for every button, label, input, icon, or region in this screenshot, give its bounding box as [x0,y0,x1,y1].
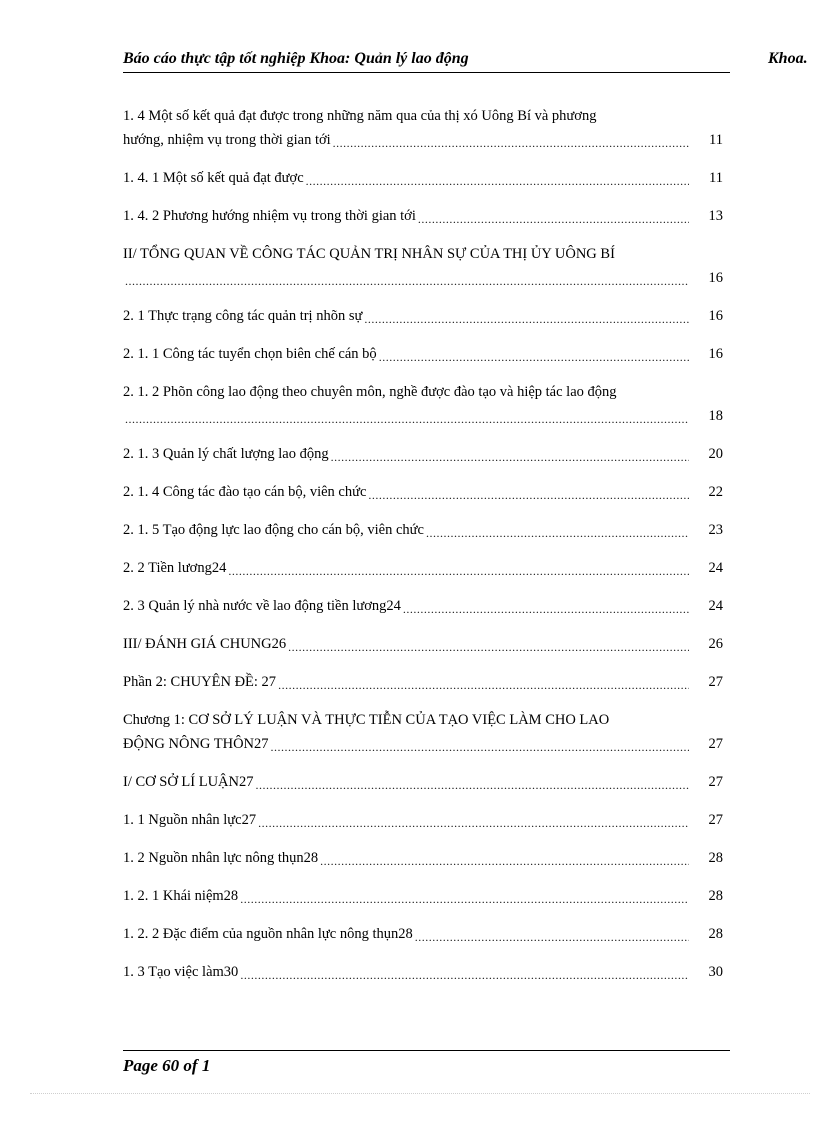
toc-entry[interactable] [123,808,723,832]
toc-spacer [123,908,723,922]
toc-entry[interactable] [123,518,723,542]
toc-entry[interactable] [123,884,723,908]
toc-page-number: 18 [708,408,723,424]
toc-leader-dots [256,776,690,794]
toc-spacer [123,504,723,518]
toc-entry-title-line: 1. 4 Một số kết quả đạt được trong những năm qua của thị xó Uông Bí và phương [123,108,597,124]
toc-leader-dots [331,448,689,466]
toc-spacer [123,152,723,166]
page-bottom-dotted-line [30,1093,810,1094]
toc-entry-title: 2. 1. 4 Công tác đào tạo cán bộ, viên chức [123,484,367,500]
toc-spacer [123,870,723,884]
toc-entry[interactable] [123,922,723,946]
toc-leader-dots [288,638,689,656]
toc-entry-title: 1. 2 Nguồn nhân lực nông thụn28 [123,850,319,866]
toc-page-number: 27 [708,674,723,690]
toc-page-number: 22 [708,484,723,500]
toc-spacer [123,656,723,670]
toc-page-number: 27 [708,812,723,828]
toc-spacer [123,580,723,594]
toc-page-number: 28 [708,850,723,866]
toc-leader-dots [320,852,689,870]
toc-page-number: 28 [708,888,723,904]
toc-entry-title: 1. 2. 2 Đặc điểm của nguồn nhân lực nông thụn28 [123,926,413,942]
header-right-text: Khoa. [768,50,808,67]
toc-spacer [123,832,723,846]
toc-entry[interactable] [123,770,723,794]
toc-leader-dots [240,966,689,984]
toc-spacer [123,366,723,380]
toc-leader-dots [278,676,689,694]
toc-entry-title: 2. 3 Quản lý nhà nước về lao động tiền lương24 [123,598,401,614]
toc-entry[interactable] [123,342,723,366]
toc-spacer [123,946,723,960]
footer-divider [123,1050,730,1051]
toc-page-number: 23 [708,522,723,538]
toc-page-number: 16 [708,308,723,324]
toc-page-number: 13 [708,208,723,224]
toc-entry[interactable] [123,442,723,466]
toc-page-number: 30 [708,964,723,980]
toc-entry[interactable] [123,670,723,694]
toc-leader-dots [368,486,689,504]
toc-entry-title: hướng, nhiệm vụ trong thời gian tới [123,132,331,148]
toc-entry[interactable] [123,556,723,580]
toc-page-number: 27 [708,774,723,790]
toc-leader-dots [364,310,689,328]
toc-spacer [123,466,723,480]
toc-entry-title: 1. 2. 1 Khái niệm28 [123,888,239,904]
toc-entry-title: 2. 1. 3 Quản lý chất lượng lao động [123,446,329,462]
toc-entry-title: 1. 3 Tạo việc làm30 [123,964,239,980]
toc-page-number: 20 [708,446,723,462]
toc-entry[interactable] [123,594,723,618]
toc-page-number: 28 [708,926,723,942]
toc-spacer [123,618,723,632]
toc-leader-dots [418,210,689,228]
toc-entry[interactable] [123,480,723,504]
toc-leader-dots [379,348,689,366]
toc-entry[interactable] [123,204,723,228]
toc-leader-dots [426,524,689,542]
toc-entry[interactable] [123,960,723,984]
toc-page-number: 24 [708,560,723,576]
toc-entry-title-line: II/ TỔNG QUAN VỀ CÔNG TÁC QUẢN TRỊ NHÂN SỰ CỦA THỊ ỦY UÔNG BÍ [123,246,615,262]
toc-entry[interactable] [123,708,723,756]
toc-entry-title: 1. 4. 1 Một số kết quả đạt được [123,170,304,186]
toc-page-number: 24 [708,598,723,614]
toc-entry[interactable] [123,166,723,190]
toc-page-number: 16 [708,346,723,362]
toc-page-number: 26 [708,636,723,652]
toc-entry-title-line: 2. 1. 2 Phõn công lao động theo chuyên môn, nghề được đào tạo và hiệp tác lao động [123,384,617,400]
toc-leader-dots [333,134,689,152]
toc-leader-dots [306,172,689,190]
toc-leader-dots [258,814,689,832]
toc-entry-title: 1. 4. 2 Phương hướng nhiệm vụ trong thời gian tới [123,208,416,224]
toc-leader-dots [125,272,689,290]
toc-entry-title: I/ CƠ SỞ LÍ LUẬN27 [123,774,254,790]
toc-spacer [123,428,723,442]
toc-spacer [123,794,723,808]
header-title: Báo cáo thực tập tốt nghiệp Khoa: Quản lý lao động [123,50,469,67]
toc-leader-dots [228,562,689,580]
toc-spacer [123,290,723,304]
table-of-contents [123,104,723,984]
toc-entry[interactable] [123,304,723,328]
toc-leader-dots [403,600,689,618]
toc-entry[interactable] [123,380,723,428]
toc-entry-title: III/ ĐÁNH GIÁ CHUNG26 [123,636,287,652]
toc-spacer [123,756,723,770]
toc-entry-title: ĐỘNG NÔNG THÔN27 [123,736,269,752]
toc-spacer [123,694,723,708]
toc-entry-title: 2. 1. 5 Tạo động lực lao động cho cán bộ, viên chức [123,522,424,538]
toc-entry-title: Phần 2: CHUYÊN ĐỀ: 27 [123,674,277,690]
toc-entry[interactable] [123,632,723,656]
toc-page-number: 16 [708,270,723,286]
toc-page-number: 11 [709,132,723,148]
toc-spacer [123,228,723,242]
header-divider [123,72,730,73]
footer-page-label: Page 60 of 1 [123,1056,211,1075]
toc-entry-title: 2. 1 Thực trạng công tác quản trị nhõn sự [123,308,363,324]
toc-entry-title: 2. 2 Tiền lương24 [123,560,227,576]
toc-page-number: 11 [709,170,723,186]
toc-leader-dots [125,410,689,428]
toc-entry[interactable] [123,242,723,290]
toc-spacer [123,542,723,556]
toc-entry-title: 1. 1 Nguồn nhân lực27 [123,812,257,828]
toc-leader-dots [415,928,689,946]
toc-spacer [123,190,723,204]
toc-entry-title-line: Chương 1: CƠ SỞ LÝ LUẬN VÀ THỰC TIỄN CỦA TẠO VIỆC LÀM CHO LAO [123,712,610,728]
toc-page-number: 27 [708,736,723,752]
toc-entry[interactable] [123,104,723,152]
toc-leader-dots [240,890,689,908]
toc-entry[interactable] [123,846,723,870]
toc-entry-title: 2. 1. 1 Công tác tuyển chọn biên chế cán bộ [123,346,377,362]
toc-spacer [123,328,723,342]
toc-leader-dots [271,738,689,756]
